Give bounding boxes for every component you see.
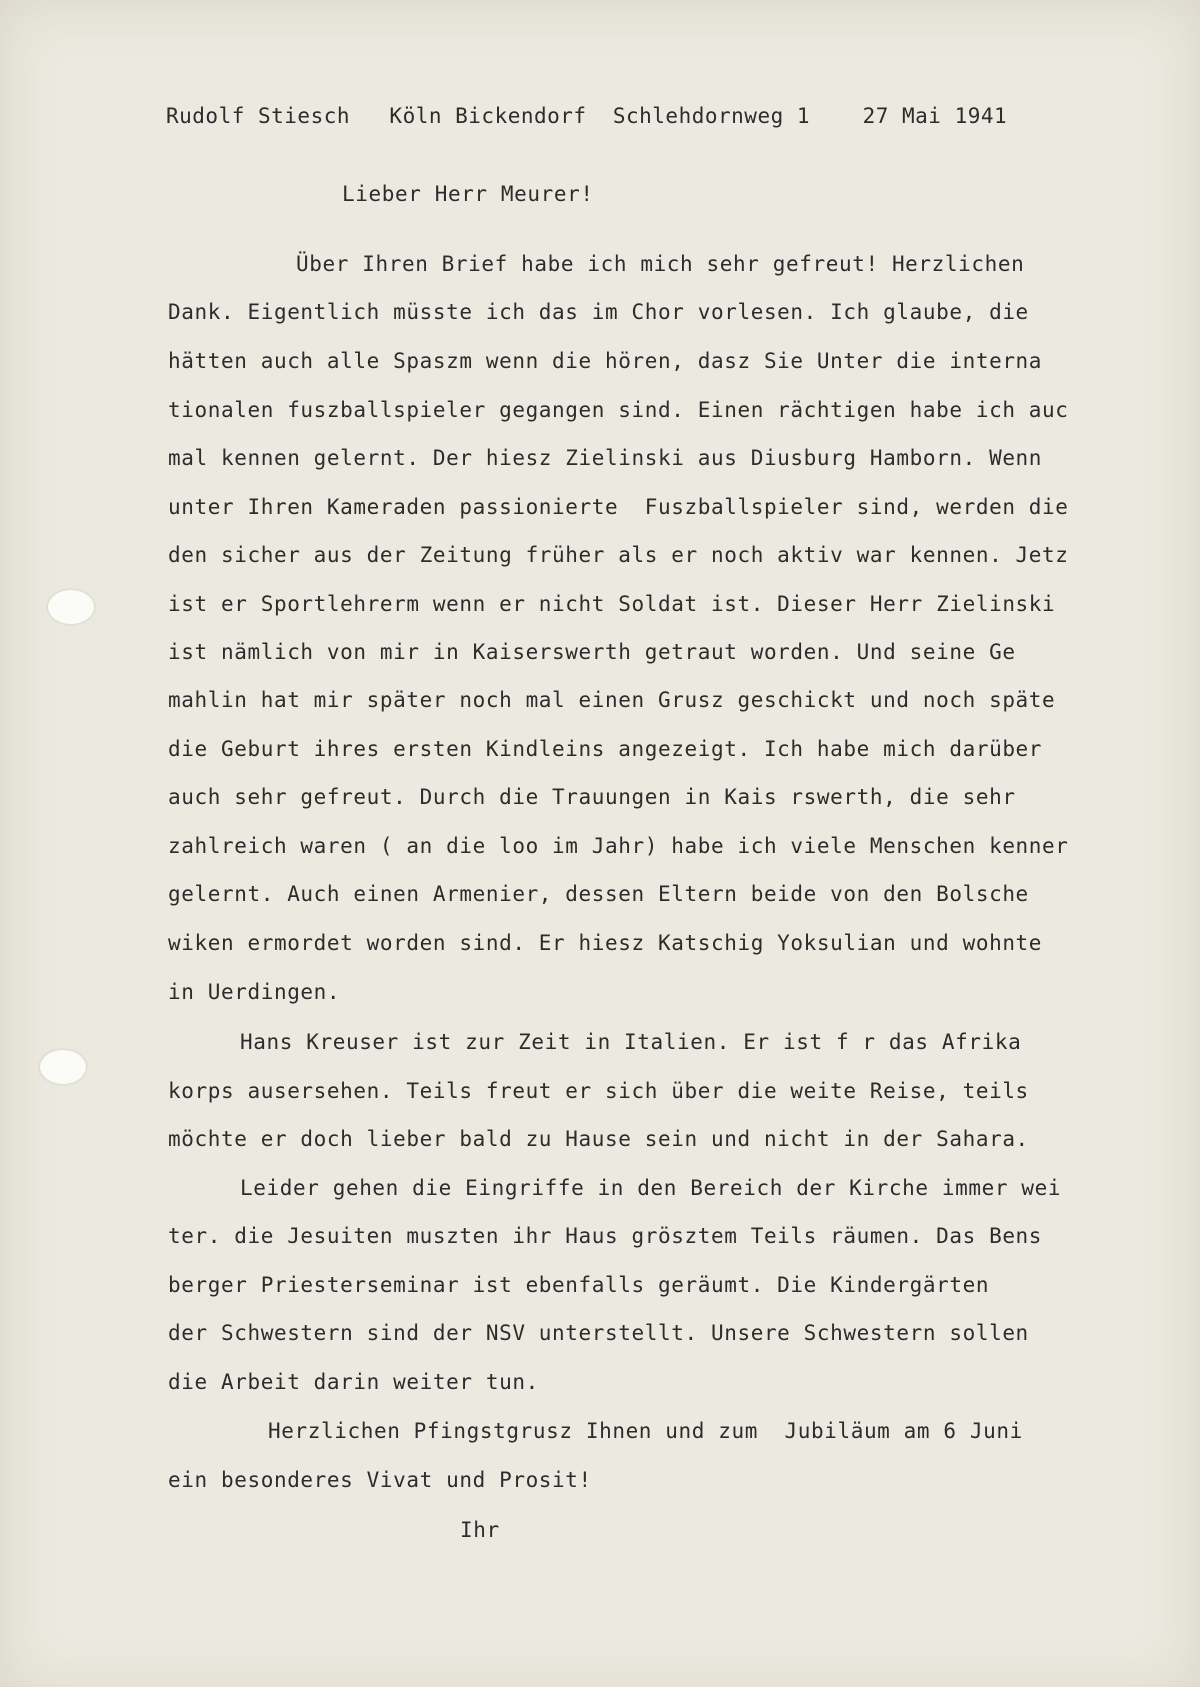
body-line: ist er Sportlehrerm wenn er nicht Soldat ist. Dieser Herr Zielinski xyxy=(168,592,1056,616)
body-line: in Uerdingen. xyxy=(168,980,341,1004)
punch-hole-bottom xyxy=(40,1050,86,1084)
body-line: wiken ermordet worden sind. Er hiesz Katschig Yoksulian und wohnte xyxy=(168,931,1043,955)
body-line: der Schwestern sind der NSV unterstellt. Unsere Schwestern sollen xyxy=(168,1321,1029,1345)
body-line: ter. die Jesuiten muszten ihr Haus grösztem Teils räumen. Das Bens xyxy=(168,1224,1043,1248)
body-line: korps ausersehen. Teils freut er sich über die weite Reise, teils xyxy=(168,1079,1029,1103)
body-line: mahlin hat mir später noch mal einen Grusz geschickt und noch späte xyxy=(168,688,1056,712)
salutation: Lieber Herr Meurer! xyxy=(342,182,594,206)
body-line: Herzlichen Pfingstgrusz Ihnen und zum Jubiläum am 6 Juni xyxy=(268,1419,1023,1443)
body-line: berger Priesterseminar ist ebenfalls geräumt. Die Kindergärten xyxy=(168,1273,990,1297)
body-line: ein besonderes Vivat und Prosit! xyxy=(168,1468,592,1492)
body-line: tionalen fuszballspieler gegangen sind. Einen rächtigen habe ich auc xyxy=(168,398,1069,422)
body-line: mal kennen gelernt. Der hiesz Zielinski aus Diusburg Hamborn. Wenn xyxy=(168,446,1043,470)
body-line: Leider gehen die Eingriffe in den Bereich der Kirche immer wei xyxy=(240,1176,1062,1200)
body-line: möchte er doch lieber bald zu Hause sein und nicht in der Sahara. xyxy=(168,1127,1029,1151)
body-line: auch sehr gefreut. Durch die Trauungen in Kais rswerth, die sehr xyxy=(168,785,1016,809)
body-line: Über Ihren Brief habe ich mich sehr gefreut! Herzlichen xyxy=(296,252,1025,276)
letter-header: Rudolf Stiesch Köln Bickendorf Schlehdornweg 1 27 Mai 1941 xyxy=(166,104,1008,128)
body-line: ist nämlich von mir in Kaiserswerth getraut worden. Und seine Ge xyxy=(168,640,1016,664)
body-line: hätten auch alle Spaszm wenn die hören, dasz Sie Unter die interna xyxy=(168,349,1043,373)
scan-edge xyxy=(0,1687,1200,1697)
body-line: die Geburt ihres ersten Kindleins angezeigt. Ich habe mich darüber xyxy=(168,737,1043,761)
body-line: Dank. Eigentlich müsste ich das im Chor vorlesen. Ich glaube, die xyxy=(168,300,1029,324)
body-line: zahlreich waren ( an die loo im Jahr) habe ich viele Menschen kenner xyxy=(168,834,1069,858)
punch-hole-top xyxy=(48,590,94,624)
body-line: gelernt. Auch einen Armenier, dessen Eltern beide von den Bolsche xyxy=(168,882,1029,906)
closing: Ihr xyxy=(460,1518,500,1542)
body-line: die Arbeit darin weiter tun. xyxy=(168,1370,539,1394)
body-line: unter Ihren Kameraden passionierte Fuszballspieler sind, werden die xyxy=(168,495,1069,519)
body-line: Hans Kreuser ist zur Zeit in Italien. Er ist f r das Afrika xyxy=(240,1030,1022,1054)
body-line: den sicher aus der Zeitung früher als er noch aktiv war kennen. Jetz xyxy=(168,543,1069,567)
